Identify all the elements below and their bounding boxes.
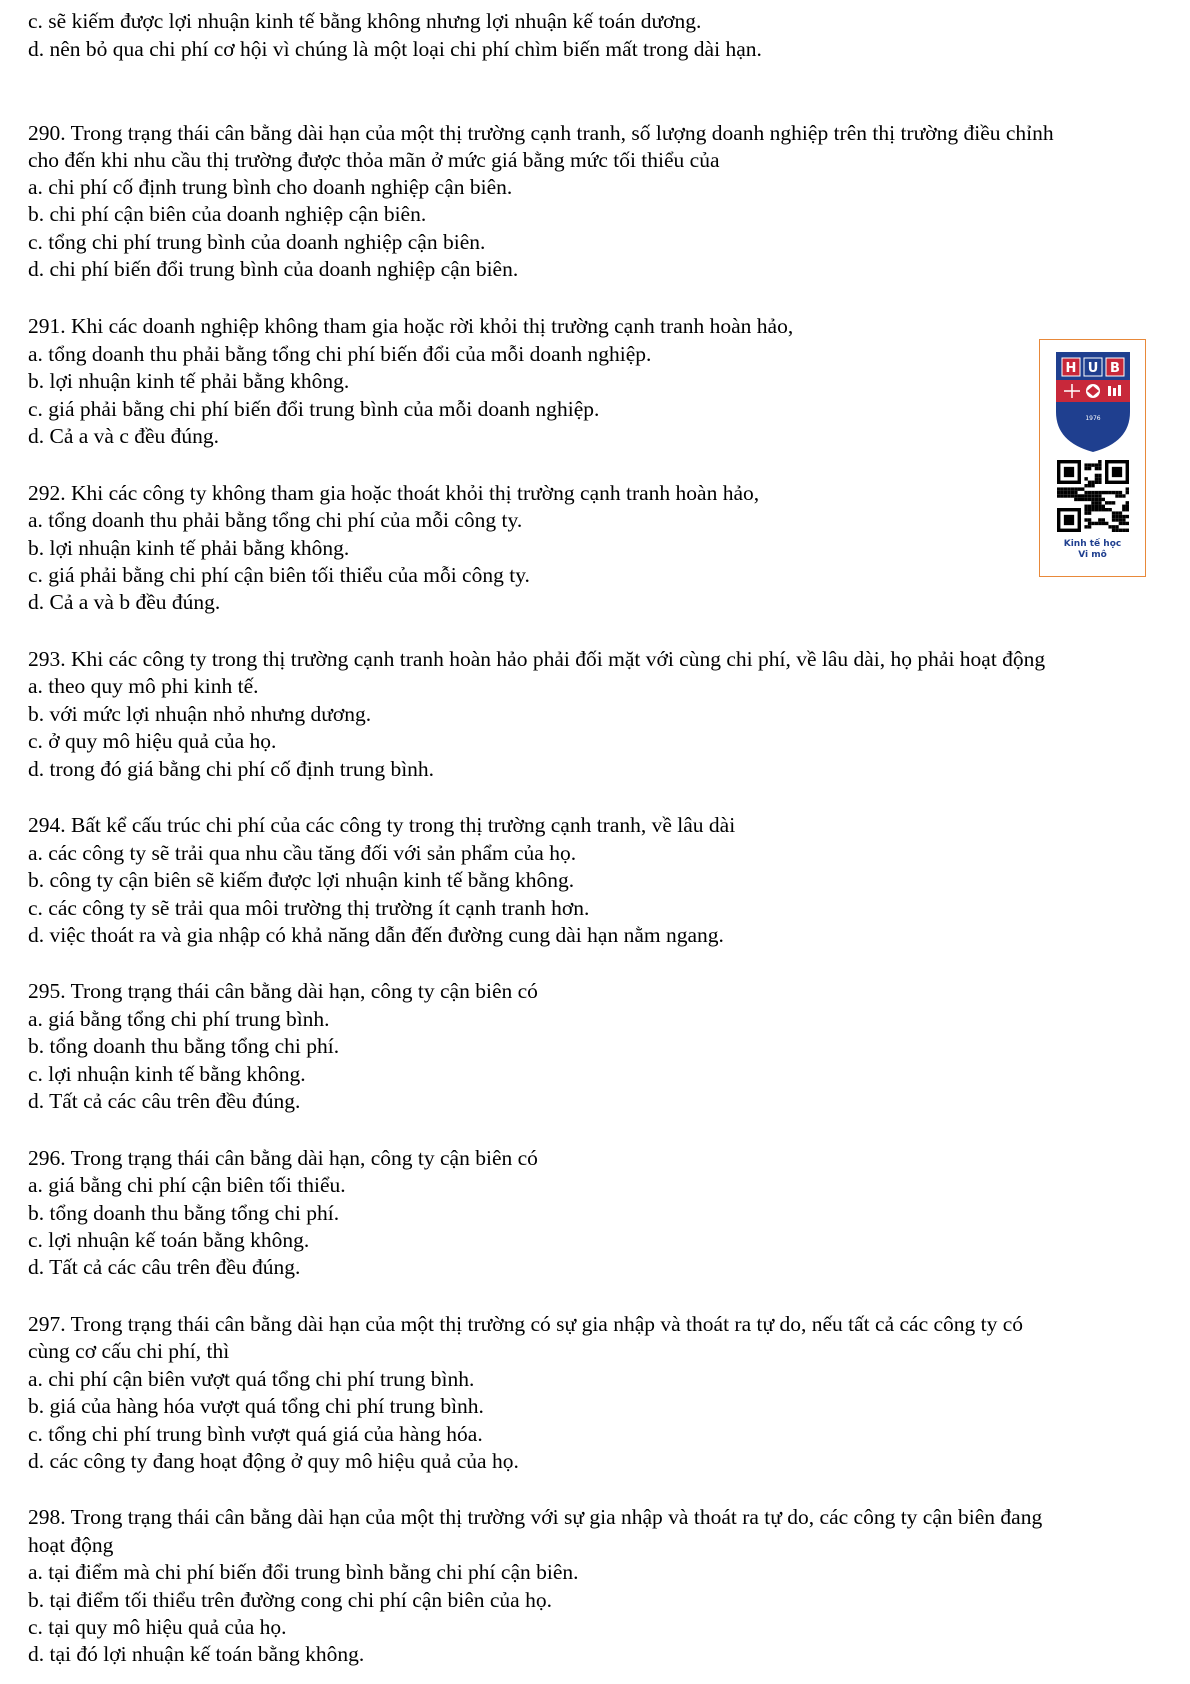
text-line: d. tại đó lợi nhuận kế toán bằng không. [28, 1642, 365, 1666]
text-line: a. tổng doanh thu phải bằng tổng chi phí của mỗi công ty. [28, 508, 523, 532]
logo-letter-u: U [1087, 361, 1099, 376]
text-line: c. tại quy mô hiệu quả của họ. [28, 1615, 287, 1639]
text-line: cho đến khi nhu cầu thị trường được thỏa mãn ở mức giá bằng mức tối thiểu của [28, 148, 720, 172]
text-line: a. theo quy mô phi kinh tế. [28, 674, 259, 698]
text-line: d. các công ty đang hoạt động ở quy mô hiệu quả của họ. [28, 1449, 519, 1473]
text-line: d. Tất cả các câu trên đều đúng. [28, 1089, 301, 1113]
text-line: 291. Khi các doanh nghiệp không tham gia hoặc rời khỏi thị trường cạnh tranh hoàn hảo, [28, 314, 794, 338]
text-line: b. lợi nhuận kinh tế phải bằng không. [28, 369, 350, 393]
text-line: c. giá phải bằng chi phí cận biên tối thiểu của mỗi công ty. [28, 563, 530, 587]
text-line: d. nên bỏ qua chi phí cơ hội vì chúng là một loại chi phí chìm biến mất trong dài hạn. [28, 37, 762, 61]
text-line: d. Cả a và c đều đúng. [28, 424, 220, 448]
text-line: 295. Trong trạng thái cân bằng dài hạn, công ty cận biên có [28, 979, 538, 1003]
logo-letter-b: B [1110, 361, 1120, 376]
text-line: c. lợi nhuận kế toán bằng không. [28, 1228, 310, 1252]
text-line: a. các công ty sẽ trải qua nhu cầu tăng đối với sản phẩm của họ. [28, 841, 577, 865]
badge-caption-line2: Vi mô [1078, 550, 1107, 560]
text-line: hoạt động [28, 1533, 114, 1557]
text-line: a. tổng doanh thu phải bằng tổng chi phí biến đổi của mỗi doanh nghiệp. [28, 342, 652, 366]
text-line: 298. Trong trạng thái cân bằng dài hạn của một thị trường với sự gia nhập và thoát ra tự do, các công ty cận biên đang [28, 1505, 1043, 1529]
qr-code [1057, 460, 1129, 532]
text-line: c. sẽ kiếm được lợi nhuận kinh tế bằng không nhưng lợi nhuận kế toán dương. [28, 9, 702, 33]
text-line: b. tổng doanh thu bằng tổng chi phí. [28, 1201, 340, 1225]
text-line: b. chi phí cận biên của doanh nghiệp cận biên. [28, 202, 427, 226]
text-line: cùng cơ cấu chi phí, thì [28, 1339, 230, 1363]
hub-shield-logo [1054, 350, 1132, 454]
text-line: 292. Khi các công ty không tham gia hoặc thoát khỏi thị trường cạnh tranh hoàn hảo, [28, 481, 760, 505]
text-line: c. tổng chi phí trung bình của doanh nghiệp cận biên. [28, 230, 486, 254]
text-line: a. chi phí cận biên vượt quá tổng chi phí trung bình. [28, 1367, 475, 1391]
badge-caption-line1: Kinh tế học [1063, 539, 1122, 549]
text-line: b. giá của hàng hóa vượt quá tổng chi phí trung bình. [28, 1394, 484, 1418]
logo-letter-h: H [1065, 361, 1077, 376]
hub-badge [1039, 339, 1146, 577]
text-line: 294. Bất kể cấu trúc chi phí của các công ty trong thị trường cạnh tranh, về lâu dài [28, 813, 736, 837]
text-line: 293. Khi các công ty trong thị trường cạnh tranh hoàn hảo phải đối mặt với cùng chi phí, về lâu dài, họ phải hoạt động [28, 647, 1046, 671]
logo-year: 1976 [1085, 415, 1101, 422]
text-line: b. công ty cận biên sẽ kiếm được lợi nhuận kinh tế bằng không. [28, 868, 575, 892]
text-line: 296. Trong trạng thái cân bằng dài hạn, công ty cận biên có [28, 1146, 538, 1170]
text-line: a. giá bằng chi phí cận biên tối thiểu. [28, 1173, 346, 1197]
text-line: d. Cả a và b đều đúng. [28, 590, 221, 614]
text-line: b. tổng doanh thu bằng tổng chi phí. [28, 1034, 340, 1058]
text-line: b. với mức lợi nhuận nhỏ nhưng dương. [28, 702, 372, 726]
text-line: 290. Trong trạng thái cân bằng dài hạn của một thị trường cạnh tranh, số lượng doanh nghiệp trên thị trường điều chỉnh [28, 121, 1054, 145]
text-line: c. giá phải bằng chi phí biến đổi trung bình của mỗi doanh nghiệp. [28, 397, 600, 421]
text-line: d. Tất cả các câu trên đều đúng. [28, 1255, 301, 1279]
text-line: c. tổng chi phí trung bình vượt quá giá của hàng hóa. [28, 1422, 483, 1446]
text-line: b. tại điểm tối thiểu trên đường cong chi phí cận biên của họ. [28, 1588, 552, 1612]
text-line: a. chi phí cố định trung bình cho doanh nghiệp cận biên. [28, 175, 513, 199]
text-line: c. các công ty sẽ trải qua môi trường thị trường ít cạnh tranh hơn. [28, 896, 590, 920]
text-line: c. lợi nhuận kinh tế bằng không. [28, 1062, 306, 1086]
text-line: d. chi phí biến đổi trung bình của doanh nghiệp cận biên. [28, 257, 519, 281]
text-line: a. tại điểm mà chi phí biến đổi trung bình bằng chi phí cận biên. [28, 1560, 579, 1584]
text-line: d. việc thoát ra và gia nhập có khả năng dẫn đến đường cung dài hạn nằm ngang. [28, 923, 724, 947]
text-line: d. trong đó giá bằng chi phí cố định trung bình. [28, 757, 435, 781]
text-line: c. ở quy mô hiệu quả của họ. [28, 729, 277, 753]
text-line: 297. Trong trạng thái cân bằng dài hạn của một thị trường có sự gia nhập và thoát ra tự do, nếu tất cả các công ty có [28, 1312, 1024, 1336]
text-line: a. giá bằng tổng chi phí trung bình. [28, 1007, 330, 1031]
text-line: b. lợi nhuận kinh tế phải bằng không. [28, 536, 350, 560]
